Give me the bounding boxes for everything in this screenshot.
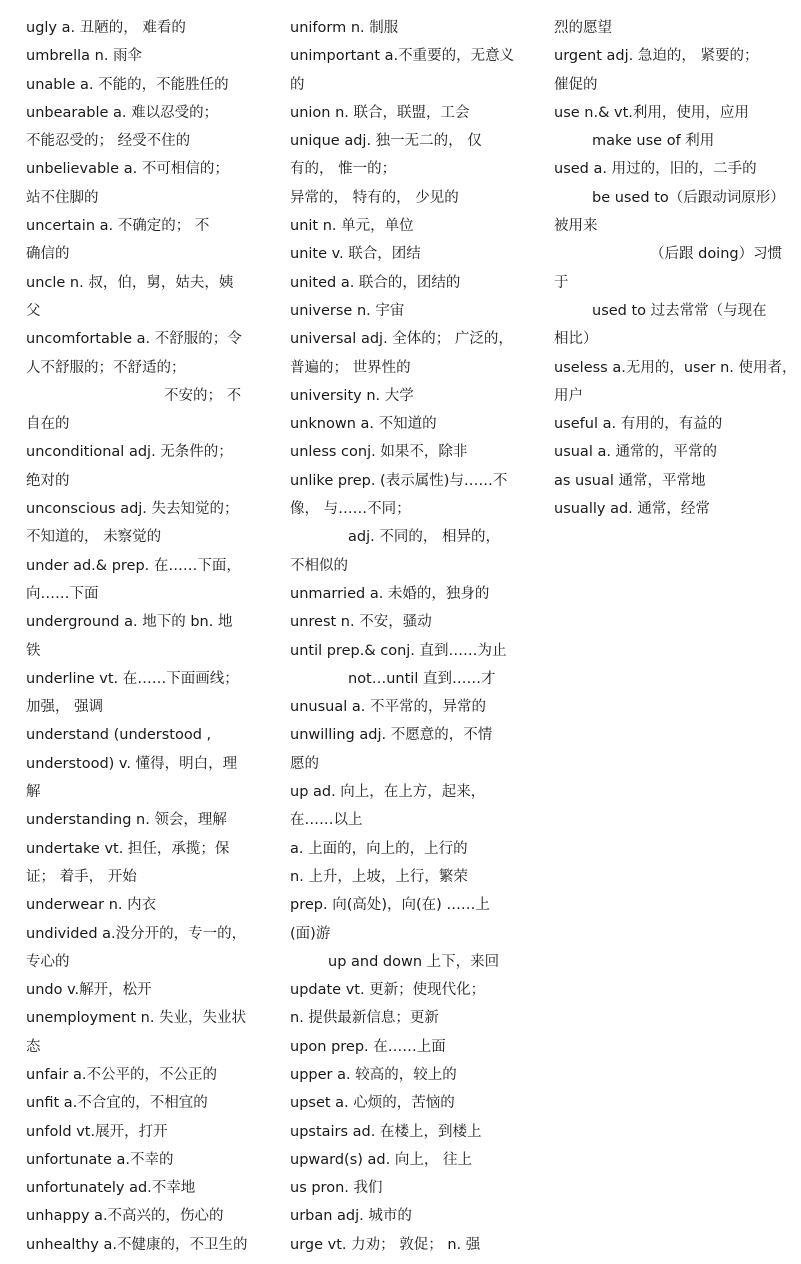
entry-line: union n. 联合，联盟，工会 <box>290 104 470 121</box>
entry-line: 像， 与……不同； <box>290 501 411 518</box>
entry-line: unrest n. 不安，骚动 <box>290 614 432 631</box>
entry-line: unfold vt.展开，打开 <box>26 1123 168 1140</box>
entry-line: unable a. 不能的，不能胜任的 <box>26 76 229 93</box>
entry-line: upstairs ad. 在楼上，到楼上 <box>290 1123 482 1140</box>
entry-line: unless conj. 如果不，除非 <box>290 444 468 461</box>
entry-line: unhealthy a.不健康的，不卫生的 <box>26 1236 248 1253</box>
entry-line: uncomfortable a. 不舒服的；令 <box>26 331 242 348</box>
entry-line: until prep.& conj. 直到……为止 <box>290 642 507 659</box>
entry-line: a. 上面的，向上的，上行的 <box>290 840 468 857</box>
entry-line: unemployment n. 失业，失业状 <box>26 1010 247 1027</box>
entry-line: 站不住脚的 <box>26 189 99 206</box>
entry-line: 态 <box>26 1038 41 1055</box>
entry-line: n. 上升，上坡，上行，繁荣 <box>290 868 468 885</box>
entry-line: 普遍的； 世界性的 <box>290 359 411 376</box>
entry-line: undivided a.没分开的，专一的， <box>26 925 247 942</box>
entry-line: urban adj. 城市的 <box>290 1208 412 1225</box>
entry-line: update vt. 更新；使现代化； <box>290 982 486 999</box>
entry-line: unwilling adj. 不愿意的，不情 <box>290 727 493 744</box>
entry-line: university n. 大学 <box>290 387 414 404</box>
entry-line: unite v. 联合，团结 <box>290 246 421 263</box>
entry-line: 自在的 <box>26 416 70 433</box>
entry-line: 催促的 <box>554 76 598 93</box>
entry-line: unlike prep. (表示属性)与……不 <box>290 472 508 489</box>
entry-line: underground a. 地下的 bn. 地 <box>26 614 233 631</box>
entry-line: （后跟 doing）习惯 <box>650 246 783 263</box>
entry-line: unit n. 单元，单位 <box>290 218 414 235</box>
entry-line: unbelievable a. 不可相信的； <box>26 161 229 178</box>
entry-line: undo v.解开，松开 <box>26 982 152 999</box>
entry-line: 确信的 <box>26 246 70 263</box>
entry-line: 解 <box>26 784 41 801</box>
entry-line: 烈的愿望 <box>554 20 612 36</box>
entry-line: useful a. 有用的，有益的 <box>554 416 723 433</box>
entry-line: 被用来 <box>554 218 598 235</box>
entry-line: uncle n. 叔，伯，舅，姑夫，姨 <box>26 274 234 291</box>
entry-line: adj. 不同的， 相异的， <box>348 529 500 546</box>
entry-line: 的 <box>290 76 305 93</box>
entry-line: unbearable a. 难以忍受的； <box>26 104 219 121</box>
entry-line: (面)游 <box>290 925 331 942</box>
entry-line: 不安的； 不 <box>164 387 242 404</box>
entry-line: up ad. 向上，在上方，起来， <box>290 784 486 801</box>
entry-line: used to 过去常常（与现在 <box>592 302 767 319</box>
entry-line: under ad.& prep. 在……下面， <box>26 557 241 574</box>
entry-line: unusual a. 不平常的，异常的 <box>290 699 486 716</box>
entry-line: be used to（后跟动词原形） <box>592 189 785 206</box>
entry-line: 不相似的 <box>290 557 348 574</box>
entry-line: use n.& vt.利用，使用，应用 <box>554 104 749 121</box>
entry-line: upon prep. 在……上面 <box>290 1038 446 1055</box>
entry-line: unmarried a. 未婚的，独身的 <box>290 585 490 602</box>
entry-line: 不知道的， 未察觉的 <box>26 529 162 546</box>
entry-line: useless a.无用的，user n. 使用者， <box>554 359 797 376</box>
entry-line: unconscious adj. 失去知觉的； <box>26 501 239 518</box>
entry-line: universal adj. 全体的； 广泛的， <box>290 331 513 348</box>
entry-line: 向……下面 <box>26 585 99 602</box>
entry-line: ugly a. 丑陋的， 难看的 <box>26 20 186 36</box>
entry-line: 人不舒服的；不舒适的； <box>26 359 186 376</box>
entry-line: unknown a. 不知道的 <box>290 416 437 433</box>
entry-line: us pron. 我们 <box>290 1180 383 1197</box>
entry-line: 专心的 <box>26 953 70 970</box>
entry-line: 在……以上 <box>290 812 363 829</box>
entry-line: 父 <box>26 302 41 319</box>
entry-line: as usual 通常，平常地 <box>554 472 706 489</box>
entry-line: usual a. 通常的，平常的 <box>554 444 718 461</box>
entry-line: united a. 联合的，团结的 <box>290 274 461 291</box>
entry-line: unfortunate a.不幸的 <box>26 1151 174 1168</box>
entry-line: 铁 <box>26 642 41 659</box>
entry-line: unconditional adj. 无条件的； <box>26 444 233 461</box>
entry-line: uncertain a. 不确定的； 不 <box>26 218 210 235</box>
entry-line: urge vt. 力劝； 敦促； n. 强 <box>290 1236 481 1253</box>
entry-line: prep. 向(高处)，向(在) ……上 <box>290 897 490 914</box>
entry-line: 于 <box>554 274 569 291</box>
entry-line: 绝对的 <box>26 472 70 489</box>
entry-line: 异常的， 特有的， 少见的 <box>290 189 459 206</box>
entry-line: understand (understood , <box>26 727 212 744</box>
entry-line: understood) v. 懂得，明白，理 <box>26 755 238 772</box>
entry-line: 用户 <box>554 387 583 404</box>
entry-line: underwear n. 内衣 <box>26 897 157 914</box>
entry-line: uniform n. 制服 <box>290 20 399 36</box>
entry-line: upper a. 较高的，较上的 <box>290 1066 457 1083</box>
entry-line: make use of 利用 <box>592 133 715 150</box>
entry-line: not…until 直到……才 <box>348 670 496 687</box>
entry-line: understanding n. 领会，理解 <box>26 812 227 829</box>
entry-line: upset a. 心烦的，苦恼的 <box>290 1095 455 1112</box>
entry-line: umbrella n. 雨伞 <box>26 48 143 65</box>
entry-line: unimportant a.不重要的，无意义 <box>290 48 515 65</box>
entry-line: unfit a.不合宜的，不相宜的 <box>26 1095 208 1112</box>
entry-line: used a. 用过的，旧的，二手的 <box>554 161 757 178</box>
entry-line: 加强， 强调 <box>26 699 104 716</box>
column-1 <box>26 14 256 1259</box>
entry-line: unique adj. 独一无二的， 仅 <box>290 133 482 150</box>
column-2 <box>290 14 520 1259</box>
entry-line: n. 提供最新信息；更新 <box>290 1010 439 1027</box>
entry-line: upward(s) ad. 向上， 往上 <box>290 1151 472 1168</box>
entry-line: up and down 上下，来回 <box>328 953 500 970</box>
entry-line: urgent adj. 急迫的， 紧要的； <box>554 48 759 65</box>
entry-line: 有的， 惟一的； <box>290 161 397 178</box>
entry-line: 愿的 <box>290 755 319 772</box>
entry-line: 不能忍受的； 经受不住的 <box>26 133 191 150</box>
entry-line: usually ad. 通常，经常 <box>554 501 710 518</box>
column-3 <box>554 14 797 523</box>
entry-line: underline vt. 在……下面画线； <box>26 670 239 687</box>
entry-line: unhappy a.不高兴的，伤心的 <box>26 1208 224 1225</box>
entry-line: universe n. 宇宙 <box>290 302 405 319</box>
entry-line: 证； 着手， 开始 <box>26 868 137 885</box>
entry-line: 相比） <box>554 331 598 348</box>
entry-line: unfair a.不公平的，不公正的 <box>26 1066 217 1083</box>
entry-line: unfortunately ad.不幸地 <box>26 1180 196 1197</box>
entry-line: undertake vt. 担任，承揽；保 <box>26 840 230 857</box>
